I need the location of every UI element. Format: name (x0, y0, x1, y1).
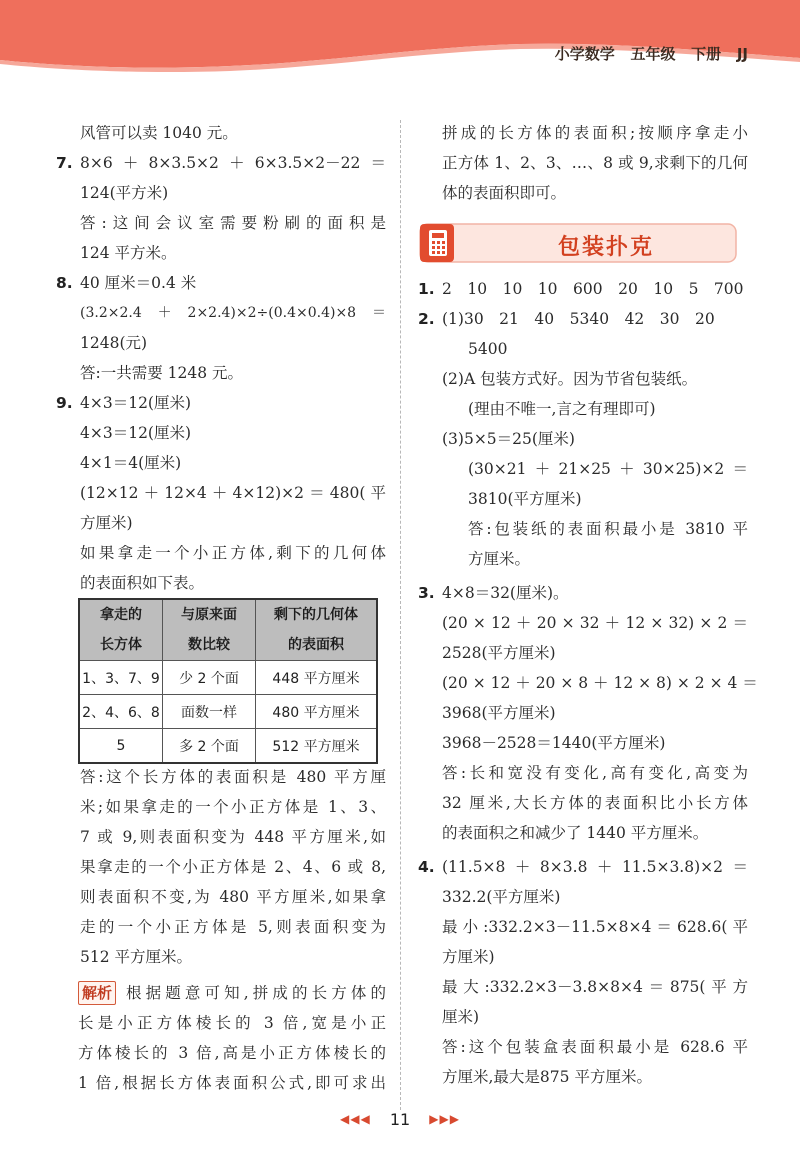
question-number: 7. (56, 154, 73, 172)
text-line: 1 倍,根据长方体表面积公式,即可求出 (78, 1074, 386, 1092)
text-line: 长是小正方体棱长的 3 倍,宽是小正 (78, 1014, 386, 1032)
text-line: 方体棱长的 3 倍,高是小正方体棱长的 (78, 1044, 386, 1062)
section-title: 包装扑克 (558, 235, 655, 260)
text-line: (理由不唯一,言之有理即可) (468, 400, 656, 418)
text-line: 果拿走的一个小正方体是 2、4、6 或 8, (80, 858, 386, 876)
text-line: (3)5×5＝25(厘米) (442, 430, 575, 448)
header-grade: 五年级 (630, 45, 676, 63)
header-line: 长方体 (100, 637, 142, 653)
text-line: 8×6＋8×3.5×2＋6×3.5×2－22＝ (80, 154, 386, 172)
table-cell: 2、4、6、8 (79, 695, 163, 729)
right-arrows-icon: ▶▶▶ (429, 1112, 460, 1126)
text-line: 方厘米,最大是875 平方厘米。 (442, 1068, 652, 1086)
text-line: (20 × 12 ＋ 20 × 8 ＋ 12 × 8) × 2 × 4 ＝ (442, 674, 758, 692)
text-line: 拼成的长方体的表面积;按顺序拿走小 (442, 124, 748, 142)
table-header-row (79, 599, 377, 661)
table-cell: 1、3、7、9 (79, 661, 163, 695)
text-line: (20 × 12 ＋ 20 × 32 ＋ 12 × 32) × 2 ＝ (442, 614, 748, 632)
text-line: 最大:332.2×3－3.8×8×4＝875(平方 (442, 978, 748, 996)
text-line: 方厘米。 (468, 550, 531, 568)
header-volume: 下册 (691, 45, 722, 63)
left-arrows-icon: ◀◀◀ (340, 1112, 371, 1126)
text-line: 答:长和宽没有变化,高有变化,高变为 (442, 764, 748, 782)
text-line: 3968－2528＝1440(平方厘米) (442, 734, 666, 752)
column-divider (400, 120, 401, 1110)
text-line: 1248(元) (80, 334, 148, 352)
header-line: 数比较 (188, 637, 230, 653)
question-number: 9. (56, 394, 73, 412)
header-subject: 小学数学 (554, 45, 615, 63)
text-line: 则表面积不变,为 480 平方厘米,如果拿 (80, 888, 386, 906)
text-line: 4×3＝12(厘米) (80, 424, 192, 442)
text-line: 走的一个小正方体是 5,则表面积变为 (80, 918, 386, 936)
section-banner (418, 222, 738, 266)
table-row (79, 661, 377, 695)
text-line: 方厘米) (442, 948, 495, 966)
text-line: 最小:332.2×3－11.5×8×4＝628.6(平 (442, 918, 748, 936)
calculator-icon (420, 222, 456, 266)
text-line: 40 厘米＝0.4 米 (80, 274, 197, 292)
page-number-footer (0, 1110, 800, 1129)
header-line: 剩下的几何体 (274, 607, 358, 623)
question-number: 3. (418, 584, 435, 602)
text-line: (1)30 21 40 5340 42 30 20 (442, 310, 715, 328)
text-line: 答:包装纸的表面积最小是 3810 平 (468, 520, 748, 538)
table-row (79, 729, 377, 764)
text-line: 2528(平方厘米) (442, 644, 556, 662)
table-header-cell (79, 599, 163, 661)
text-line: 如果拿走一个小正方体,剩下的几何体 (80, 544, 386, 562)
text-line: 方厘米) (80, 514, 133, 532)
question-number: 1. (418, 280, 435, 298)
text-line: 答:这间会议室需要粉刷的面积是 (80, 214, 386, 232)
text-line: 风管可以卖 1040 元。 (80, 124, 238, 142)
table-cell: 少 2 个面 (163, 661, 256, 695)
question-number: 4. (418, 858, 435, 876)
header-band (0, 0, 800, 80)
text-line: 答:一共需要 1248 元。 (80, 364, 244, 382)
text-line: 体的表面积即可。 (442, 184, 567, 202)
table-cell: 面数一样 (163, 695, 256, 729)
text-line: 4×1＝4(厘米) (80, 454, 182, 472)
text-line: 的表面积之和减少了 1440 平方厘米。 (442, 824, 709, 842)
analysis-line (78, 978, 386, 1008)
text-line: 5400 (468, 340, 508, 358)
text-line: 4×3＝12(厘米) (80, 394, 192, 412)
text-line: 答:这个包装盒表面积最小是 628.6 平 (442, 1038, 748, 1056)
table-cell: 448 平方厘米 (256, 661, 378, 695)
header-edition: JJ (736, 45, 748, 63)
text-line: 32 厘米,大长方体的表面积比小长方体 (442, 794, 748, 812)
text-line: (30×21＋21×25＋30×25)×2＝ (468, 460, 748, 478)
text-line: 根据题意可知,拼成的长方体的 (126, 984, 386, 1002)
text-line: 332.2(平方厘米) (442, 888, 561, 906)
question-number: 2. (418, 310, 435, 328)
text-line: 4×8＝32(厘米)。 (442, 584, 569, 602)
text-line: (3.2×2.4＋2×2.4)×2÷(0.4×0.4)×8＝ (80, 305, 386, 321)
table-row (79, 695, 377, 729)
header-info (555, 43, 748, 64)
text-line: 124(平方米) (80, 184, 169, 202)
text-line: 的表面积如下表。 (80, 574, 205, 592)
text-line: 米;如果拿走的一个小正方体是 1、3、 (80, 798, 386, 816)
text-line: 3810(平方厘米) (468, 490, 582, 508)
analysis-tag: 解析 (78, 981, 116, 1005)
header-line: 与原来面 (181, 607, 237, 623)
table-header-cell (256, 599, 378, 661)
surface-area-table (78, 598, 378, 764)
text-line: (12×12＋12×4＋4×12)×2＝480(平 (80, 484, 386, 502)
table-cell: 5 (79, 729, 163, 764)
text-line: 答:这个长方体的表面积是 480 平方厘 (80, 768, 386, 786)
header-line: 的表面积 (288, 637, 344, 653)
table-cell: 480 平方厘米 (256, 695, 378, 729)
text-line: (11.5×8＋8×3.8＋11.5×3.8)×2＝ (442, 858, 748, 876)
text-line: (2)A 包装方式好。因为节省包装纸。 (442, 370, 698, 388)
text-line: 512 平方厘米。 (80, 948, 193, 966)
text-line: 3968(平方厘米) (442, 704, 556, 722)
table-header-cell (163, 599, 256, 661)
text-line: 2 10 10 10 600 20 10 5 700 (442, 280, 744, 298)
header-line: 拿走的 (100, 607, 142, 623)
table-cell: 512 平方厘米 (256, 729, 378, 764)
text-line: 正方体 1、2、3、…、8 或 9,求剩下的几何 (442, 154, 748, 172)
question-number: 8. (56, 274, 73, 292)
text-line: 7 或 9,则表面积变为 448 平方厘米,如 (80, 828, 386, 846)
text-line: 厘米) (442, 1008, 480, 1026)
page-number: 11 (389, 1110, 411, 1129)
text-line: 124 平方米。 (80, 244, 177, 262)
table-cell: 多 2 个面 (163, 729, 256, 764)
